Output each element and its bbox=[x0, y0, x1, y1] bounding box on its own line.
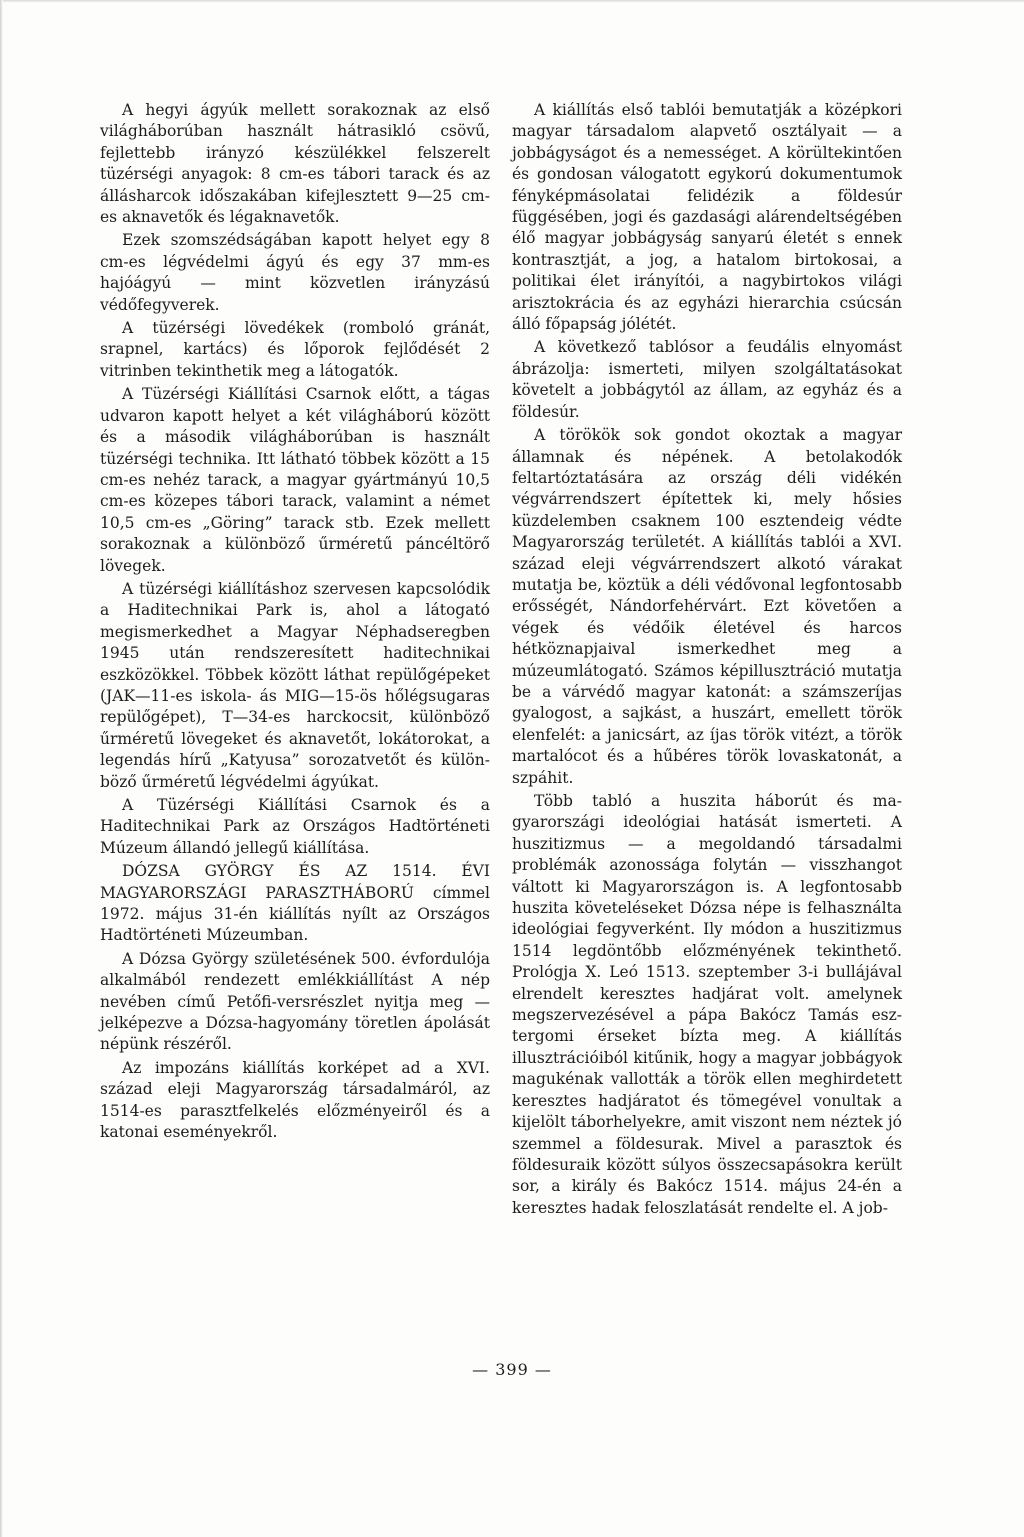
paragraph: A Tüzérségi Kiállítási Csarnok előtt, a tágas udvaron kapott helyet a két világháború között és a második világháborúban is használt tüzérségi technika. Itt látható többek között a 15 cm-es nehéz tarack, a magyar gyártmányú 10,5 cm-es közepes tábori tarack, valamint a német 10,5 cm-es „Göring” tarack stb. Ezek mellett sorakoznak a különböző űrméretű páncéltörő lövegek. bbox=[100, 385, 490, 575]
paragraph: A törökök sok gondot okoztak a magyar államnak és népének. A betolakodók feltartóztatására az ország déli vidékén végvárrendszert építettek ki, mely hősies küzdelemben csaknem 100 esztendeig védte Magyarország területét. A kiállítás tablói a XVI. század eleji végvárrendszert alkotó várakat mutatja be, köztük a déli védővonal legfontosabb erősségét, Nándorfehérvárt. Ezt követően a végek és védőik életével és harcos hétköznapjaival ismerkedhet meg a múzeumlátogató. Számos képillusztráció mutatja be a várvédő magyar katonát: a számszeríjas gyalogost, a sajkást, a huszárt, emellett török elenfelét: a janicsárt, az íjas török vitézt, a török martalócot és a hűbéres török lovaskatonát, a szpáhit. bbox=[512, 426, 902, 787]
right-column bbox=[512, 100, 902, 1221]
paragraph: A tüzérségi kiállításhoz szervesen kapcsolódik a Haditechnikai Park is, ahol a látogató megismerkedhet a Magyar Néphadseregben 1945 után rendszeresített haditechnikai eszközökkel. Többek között láthat repülőgépeket (JAK—11-es iskola- ás MIG—15-ös hőlégsugaras repülőgépet), T—34-es harckocsit, különböző űrméretű lövegeket és aknavetőt, lokátorokat, a legendás hírű „Katyusa” sorozatvetőt és különböző űrméretű légvédelmi ágyúkat. bbox=[100, 579, 490, 791]
paragraph: A tüzérségi lövedékek (romboló gránát, srapnel, kartács) és lőporok fejlődését 2 vitrinben tekinthetik meg a látogatók. bbox=[100, 319, 490, 380]
paragraph: A Dózsa György születésének 500. évfordulója alkalmából rendezett emlékkiállítást A nép nevében című Petőfi-versrészlet nyitja meg — jelképezve a Dózsa-hagyomány töretlen ápolását népünk részéről. bbox=[100, 949, 490, 1054]
paragraph: Több tabló a huszita háborút és magyarországi ideológiai hatását ismerteti. A huszitizmus — a megoldandó társadalmi problémák azonossága folytán — visszhangot váltott ki Magyarországon is. A legfontosabb huszita követeléseket Dózsa népe is felhasználta ideológiai fegyverként. Ily módon a huszitizmus 1514 legdöntőbb előzményének tekinthető. Prológja X. Leó 1513. szeptember 3-i bullájával elrendelt keresztes hadjárat volt. amelynek megszervezésével a pápa Bakócz Tamás esztergomi érseket bízta meg. A kiállítás illusztrációiból kitűnik, hogy a magyar jobbágyok magukénak vallották a török ellen meghirdetett keresztes hadjáratot és tömegével vonultak a kijelölt táborhelyekre, amit viszont nem néztek jó szemmel a földesurak. Mivel a parasztok és földesuraik között súlyos összecsapásokra került sor, a király és Bakócz 1514. május 24-én a keresztes hadak feloszlatását rendelte el. A job- bbox=[512, 792, 902, 1217]
paragraph: A hegyi ágyúk mellett sorakoznak az első világháborúban használt hátrasikló csövű, fejlettebb irányzó készülékkel felszerelt tüzérségi anyagok: 8 cm-es tábori tarack és az állásharcok időszakában kifejlesztett 9—25 cm-es aknavetők és légaknavetők. bbox=[100, 101, 490, 227]
scan-edge-top bbox=[0, 0, 1024, 3]
scan-edge-left bbox=[0, 0, 3, 1537]
paragraph: Ezek szomszédságában kapott helyet egy 8 cm-es légvédelmi ágyú és egy 37 mm-es hajóágyú — mint közvetlen irányzású védőfegyverek. bbox=[100, 231, 490, 314]
paragraph: A Tüzérségi Kiállítási Csarnok és a Haditechnikai Park az Országos Hadtörténeti Múzeum állandó jellegű kiállítása. bbox=[100, 796, 490, 857]
paragraph: A következő tablósor a feudális elnyomást ábrázolja: ismerteti, milyen szolgáltatásokat követelt a jobbágytól az állam, az egyház és a földesúr. bbox=[512, 338, 902, 421]
page-number: — 399 — bbox=[472, 1360, 552, 1379]
paragraph: Az impozáns kiállítás korképet ad a XVI. század eleji Magyarország társadalmáról, az 1514-es parasztfelkelés előzményeiről és a katonai eseményekről. bbox=[100, 1058, 490, 1142]
paragraph: A kiállítás első tablói bemutatják a középkori magyar társadalom alapvető osztályait — a jobbágyságot és a nemességet. A körültekintően és gondosan válogatott egykorú dokumentumok fényképmásolatai felidézik a földesúr függésében, jogi és gazdasági alárendeltségében élő magyar jobbágyság sanyarú életét s ennek kontrasztját, a jog, a hatalom birtokosai, a politikai élet irányítói, a nagybirtokos világi arisztokrácia és az egyházi hierarchia csúcsán álló főpapság jólétét. bbox=[512, 101, 902, 334]
paragraph: DÓZSA GYÖRGY ÉS AZ 1514. ÉVI MAGYARORSZÁGI PARASZTHÁBORÚ címmel 1972. május 31-én kiállítás nyílt az Országos Hadtörténeti Múzeumban. bbox=[100, 862, 490, 945]
left-column bbox=[100, 100, 490, 1146]
